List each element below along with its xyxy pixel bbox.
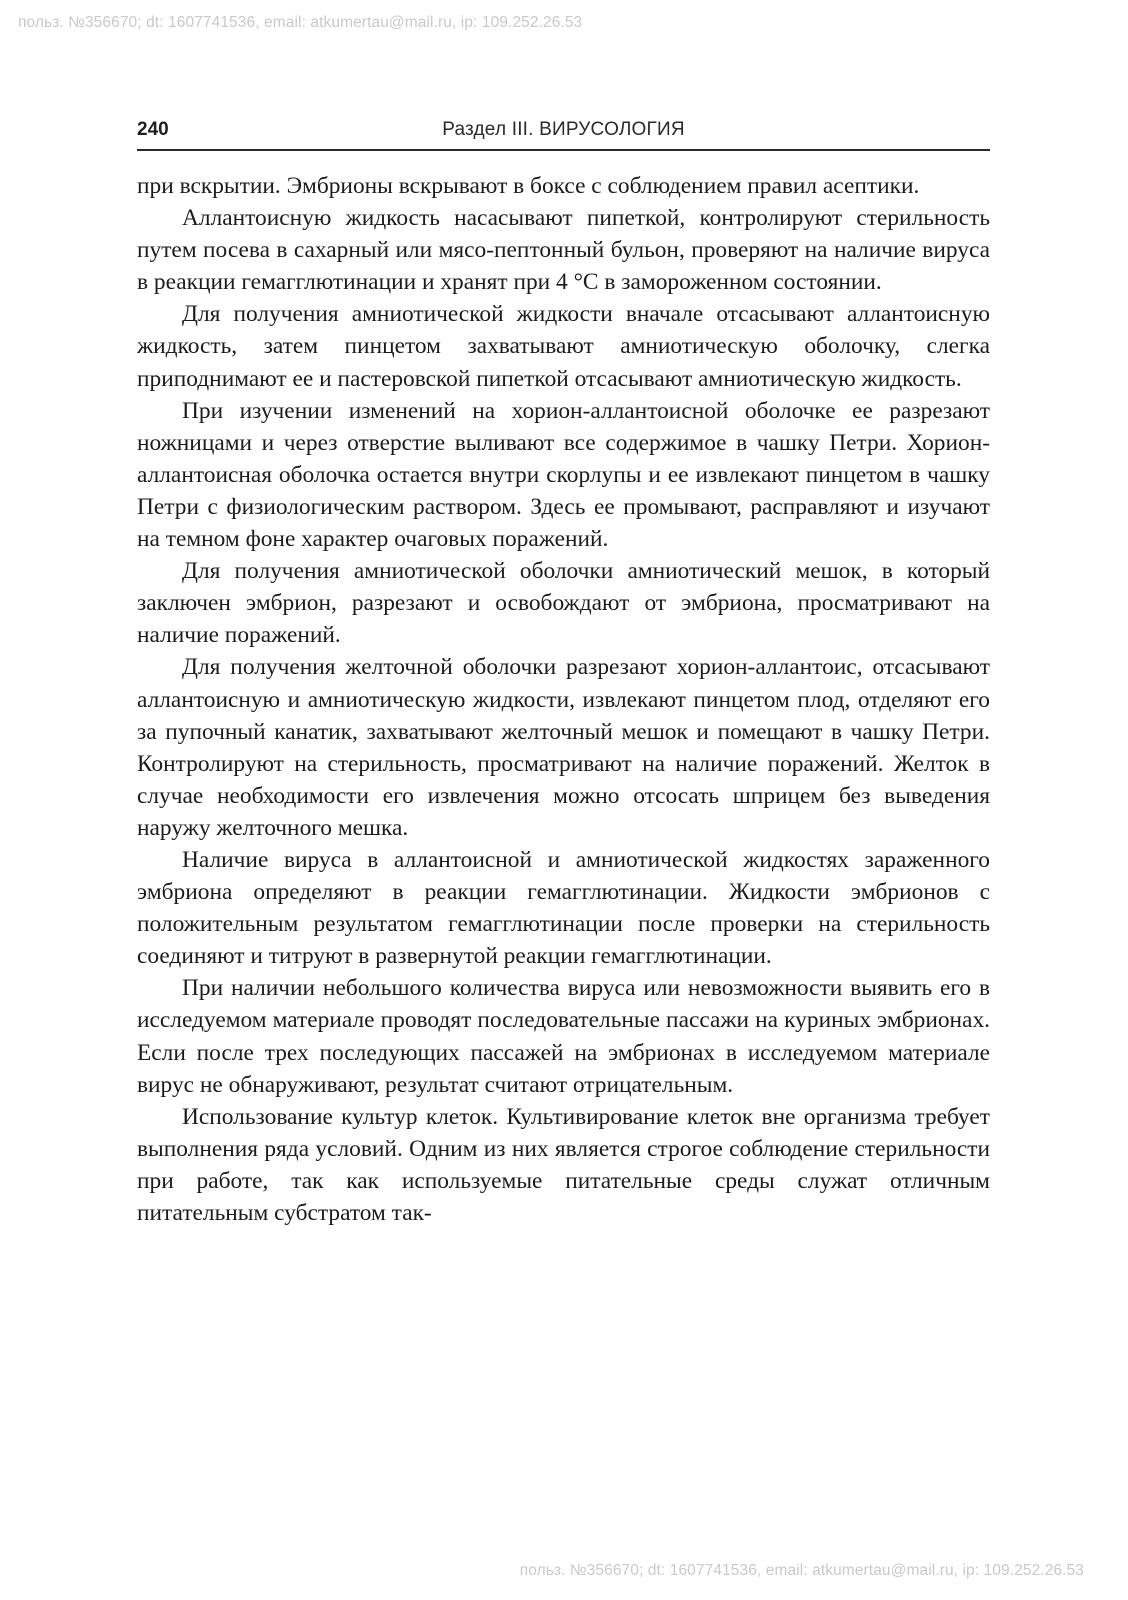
- paragraph: Для получения амниотической оболочки амниотический мешок, в который заключен эмбрион, разрезают и освобождают от эмбриона, просматривают на наличие поражений.: [137, 558, 990, 649]
- paragraph: При наличии небольшого количества вируса или невозможности выявить его в исследуемом материале проводят последовательные пассажи на куриных эмбрионах. Если после трех последующих пассажей на эмбрионах в исследуемом материале вирус не обнаруживают, результат считают отрицательным.: [137, 975, 990, 1098]
- paragraph: при вскрытии. Эмбрионы вскрывают в боксе с соблюдением правил асептики.: [137, 173, 920, 199]
- paragraph: Для получения амниотической жидкости вначале отсасывают аллантоисную жидкость, затем пинцетом захватывают амниотическую оболочку, слегка приподнимают ее и пастеровской пипеткой отсасывают амниотическую жидкость.: [137, 301, 990, 392]
- running-header: [137, 115, 990, 151]
- body-text: [137, 170, 990, 1229]
- paragraph: Использование культур клеток. Культивирование клеток вне организма требует выполнения ряда условий. Одним из них является строгое соблюдение стерильности при работе, так как используемые питательные среды служат отличным питательным субстратом так-: [137, 1103, 990, 1226]
- paragraph: Аллантоисную жидкость насасывают пипеткой, контролируют стерильность путем посева в сахарный или мясо-пептонный бульон, проверяют на наличие вируса в реакции гемагглютинации и хранят при 4 °С в замороженном состоянии.: [137, 205, 990, 296]
- watermark-bottom: польз. №356670; dt: 1607741536, email: atkumertau@mail.ru, ip: 109.252.26.53: [519, 1562, 1084, 1579]
- paragraph: При изучении изменений на хорион-аллантоисной оболочке ее разрезают ножницами и через отверстие выливают все содержимое в чашку Петри. Хорион-аллантоисная оболочка остается внутри скорлупы и ее извлекают пинцетом в чашку Петри с физиологическим раствором. Здесь ее промывают, расправляют и изучают на темном фоне характер очаговых поражений.: [137, 397, 990, 553]
- paragraph: Для получения желточной оболочки разрезают хорион-аллантоис, отсасывают аллантоисную и амниотическую жидкости, извлекают пинцетом плод, отделяют его за пупочный канатик, захватывают желточный мешок и помещают в чашку Петри. Контролируют на стерильность, просматривают на наличие поражений. Желток в случае необходимости его извлечения можно отсосать шприцем без выведения наружу желточного мешка.: [137, 654, 990, 841]
- page-number: 240: [137, 119, 169, 140]
- watermark-top: польз. №356670; dt: 1607741536, email: atkumertau@mail.ru, ip: 109.252.26.53: [18, 14, 583, 31]
- section-title: Раздел III. ВИРУСОЛОГИЯ: [442, 119, 685, 140]
- paragraph: Наличие вируса в аллантоисной и амниотической жидкостях зараженного эмбриона определяют в реакции гемагглютинации. Жидкости эмбрионов с положительным результатом гемагглютинации после проверки на стерильность соединяют и титруют в развернутой реакции гемагглютинации.: [137, 846, 990, 970]
